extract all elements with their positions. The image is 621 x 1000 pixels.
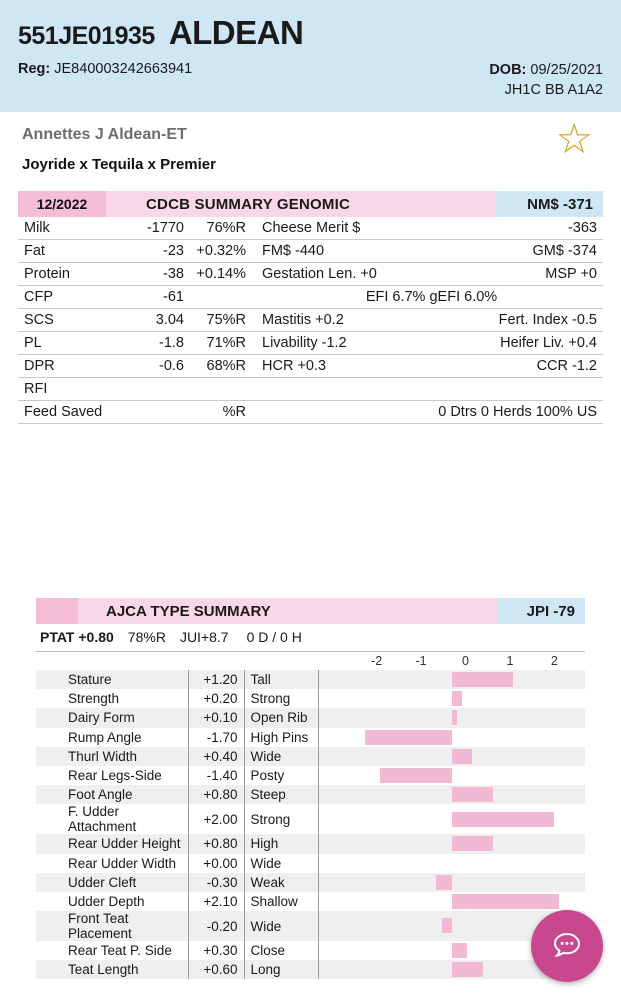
linear-trait-row <box>36 854 585 873</box>
trait-reliability: 71%R <box>186 332 260 355</box>
bull-code: 551JE01935 <box>18 22 155 50</box>
registration-number: JE840003242663941 <box>54 61 193 77</box>
table-row <box>18 263 603 286</box>
cdcb-date: 12/2022 <box>18 191 106 217</box>
linear-trait-name: Stature <box>68 672 112 688</box>
trait-mid <box>260 378 441 401</box>
jpi-badge: JPI -79 <box>497 598 585 624</box>
trait-right: CCR -1.2 <box>441 355 603 378</box>
jui-value: JUI+8.7 <box>179 629 229 645</box>
chat-bubble-icon[interactable] <box>531 910 603 982</box>
ptat-reliability: 78%R <box>127 629 166 645</box>
dob-line <box>489 61 603 81</box>
identity-block <box>0 112 621 173</box>
axis-tick-label: -1 <box>415 654 427 668</box>
trait-label: PL <box>18 332 114 355</box>
cdcb-summary-section <box>18 191 603 424</box>
linear-trait-descriptor: Strong <box>250 691 291 707</box>
trait-label: Protein <box>18 263 114 286</box>
linear-trait-name: Rear Legs-Side <box>68 768 162 784</box>
linear-trait-name: Strength <box>68 691 120 707</box>
registration-line <box>18 61 192 77</box>
linear-bar <box>452 836 493 851</box>
trait-reliability: %R <box>186 401 260 424</box>
trait-value <box>114 378 186 401</box>
linear-bar <box>452 894 560 909</box>
linear-bar <box>452 749 473 764</box>
linear-trait-name: Thurl Width <box>68 748 138 764</box>
linear-trait-value: +1.20 <box>188 670 244 689</box>
linear-trait-bar-cell <box>318 785 585 804</box>
ajca-type-summary-section <box>18 598 603 979</box>
linear-trait-row <box>36 834 585 853</box>
trait-mid: HCR +0.3 <box>260 355 441 378</box>
linear-trait-row <box>36 804 585 834</box>
linear-bar-track <box>319 834 586 853</box>
ajca-color-swatch <box>36 598 78 624</box>
linear-bar-track <box>319 708 586 727</box>
trait-right: -363 <box>441 217 603 240</box>
linear-trait-value: -1.40 <box>188 766 244 785</box>
trait-mid: Cheese Merit $ <box>260 217 441 240</box>
linear-bar-track <box>319 689 586 708</box>
trait-reliability: 68%R <box>186 355 260 378</box>
trait-reliability <box>186 286 260 309</box>
linear-trait-bar-cell <box>318 689 585 708</box>
pedigree-line: Joyride x Tequila x Premier <box>22 156 216 173</box>
linear-bar-track <box>319 873 586 892</box>
table-row <box>18 355 603 378</box>
linear-bar-track <box>319 854 586 873</box>
linear-trait-bar-cell <box>318 708 585 727</box>
linear-trait-name: Rear Udder Width <box>68 855 177 871</box>
trait-reliability: +0.32% <box>186 240 260 263</box>
trait-right: GM$ -374 <box>441 240 603 263</box>
linear-trait-name: Rear Udder Height <box>68 836 181 852</box>
trait-right <box>441 378 603 401</box>
trait-value: -1.8 <box>114 332 186 355</box>
daughters-herds: 0 D / 0 H <box>246 629 302 645</box>
linear-trait-value: +0.40 <box>188 747 244 766</box>
linear-bar-track <box>319 785 586 804</box>
linear-trait-descriptor: High Pins <box>250 729 309 745</box>
dob-block <box>489 61 603 100</box>
linear-bar-track <box>319 766 586 785</box>
linear-bar <box>452 962 483 977</box>
table-row <box>18 309 603 332</box>
table-row <box>18 286 603 309</box>
linear-trait-descriptor: Strong <box>250 811 291 827</box>
table-row <box>18 240 603 263</box>
linear-bar <box>365 730 452 745</box>
linear-trait-value: +0.30 <box>188 941 244 960</box>
linear-trait-descriptor: Close <box>250 943 286 959</box>
linear-trait-descriptor: Posty <box>250 768 285 784</box>
linear-trait-descriptor: High <box>250 836 279 852</box>
linear-trait-name: Udder Cleft <box>68 874 137 890</box>
linear-scale-axis <box>350 652 581 670</box>
linear-trait-bar-cell <box>318 804 585 834</box>
linear-trait-descriptor: Wide <box>250 748 282 764</box>
linear-trait-value: -1.70 <box>188 728 244 747</box>
linear-trait-value: +0.80 <box>188 785 244 804</box>
linear-trait-name: Foot Angle <box>68 787 133 803</box>
axis-tick-label: 2 <box>550 654 558 668</box>
trait-value: -61 <box>114 286 186 309</box>
ajca-title: AJCA TYPE SUMMARY <box>78 598 497 624</box>
axis-tick-label: -2 <box>371 654 383 668</box>
efi-line: EFI 6.7% gEFI 6.0% <box>260 286 603 309</box>
linear-bar <box>436 875 451 890</box>
trait-right: Heifer Liv. +0.4 <box>441 332 603 355</box>
linear-trait-name: Dairy Form <box>68 710 135 726</box>
trait-label: RFI <box>18 378 114 401</box>
trait-label: Feed Saved <box>18 401 114 424</box>
linear-bar-track <box>319 728 586 747</box>
linear-bar <box>452 812 555 827</box>
net-merit-badge: NM$ -371 <box>495 191 603 217</box>
linear-trait-name: Rump Angle <box>68 729 142 745</box>
linear-trait-descriptor: Tall <box>250 672 271 688</box>
table-row <box>18 332 603 355</box>
trait-label: DPR <box>18 355 114 378</box>
linear-trait-value: +2.10 <box>188 892 244 911</box>
table-row <box>18 217 603 240</box>
linear-trait-name: Front Teat Placement <box>68 911 132 942</box>
cdcb-title-row <box>18 191 603 217</box>
linear-bar-track <box>319 670 586 689</box>
table-row <box>18 378 603 401</box>
header-title-row <box>18 14 603 52</box>
trait-value <box>114 401 186 424</box>
trait-value: -0.6 <box>114 355 186 378</box>
linear-trait-descriptor: Wide <box>250 918 282 934</box>
linear-trait-row <box>36 689 585 708</box>
trait-mid: Gestation Len. +0 <box>260 263 441 286</box>
trait-label: SCS <box>18 309 114 332</box>
linear-bar <box>452 787 493 802</box>
linear-trait-bar-cell <box>318 854 585 873</box>
cdcb-traits-table <box>18 217 603 424</box>
linear-bar-track <box>319 747 586 766</box>
linear-trait-descriptor: Weak <box>250 874 285 890</box>
linear-bar <box>452 691 462 706</box>
linear-trait-name: Udder Depth <box>68 893 145 909</box>
linear-bar <box>442 918 452 933</box>
linear-traits-table <box>36 670 585 979</box>
linear-trait-row <box>36 708 585 727</box>
registered-name: Annettes J Aldean-ET <box>22 126 187 143</box>
trait-value: -23 <box>114 240 186 263</box>
star-icon: ☆ <box>555 115 593 162</box>
linear-trait-row <box>36 670 585 689</box>
trait-reliability: 76%R <box>186 217 260 240</box>
linear-trait-value: +0.10 <box>188 708 244 727</box>
linear-trait-descriptor: Wide <box>250 855 282 871</box>
dob-label: DOB: <box>489 62 527 78</box>
linear-trait-value: +0.80 <box>188 834 244 853</box>
linear-trait-row <box>36 892 585 911</box>
linear-trait-bar-cell <box>318 747 585 766</box>
linear-trait-value: +0.00 <box>188 854 244 873</box>
linear-trait-row <box>36 941 585 960</box>
linear-trait-row <box>36 911 585 941</box>
linear-trait-descriptor: Steep <box>250 787 286 803</box>
trait-value: -1770 <box>114 217 186 240</box>
linear-trait-name: Rear Teat P. Side <box>68 943 172 959</box>
linear-trait-descriptor: Shallow <box>250 893 298 909</box>
linear-trait-bar-cell <box>318 834 585 853</box>
ptat-line <box>36 624 585 652</box>
linear-trait-value: +0.20 <box>188 689 244 708</box>
linear-bar <box>380 768 452 783</box>
ptat-value: PTAT +0.80 <box>40 629 114 645</box>
linear-trait-bar-cell <box>318 670 585 689</box>
linear-trait-value: -0.20 <box>188 911 244 941</box>
linear-bar-track <box>319 810 586 829</box>
linear-trait-bar-cell <box>318 728 585 747</box>
trait-mid: Mastitis +0.2 <box>260 309 441 332</box>
animal-name: ALDEAN <box>168 14 304 51</box>
linear-trait-value: +0.60 <box>188 960 244 979</box>
linear-trait-value: +2.00 <box>188 804 244 834</box>
trait-reliability: 75%R <box>186 309 260 332</box>
linear-bar-track <box>319 892 586 911</box>
linear-trait-name: F. Udder Attachment <box>68 804 137 835</box>
trait-reliability: +0.14% <box>186 263 260 286</box>
linear-trait-descriptor: Long <box>250 962 281 978</box>
trait-label: Fat <box>18 240 114 263</box>
daughter-herd-summary: 0 Dtrs 0 Herds 100% US <box>260 401 603 424</box>
genetic-codes: JH1C BB A1A2 <box>504 81 603 98</box>
linear-trait-name: Teat Length <box>68 962 139 978</box>
table-row <box>18 401 603 424</box>
linear-trait-row <box>36 785 585 804</box>
registration-label: Reg: <box>18 61 51 77</box>
ajca-title-row <box>36 598 585 624</box>
trait-value: -38 <box>114 263 186 286</box>
trait-mid: FM$ -440 <box>260 240 441 263</box>
cdcb-title: CDCB SUMMARY GENOMIC <box>106 191 495 217</box>
trait-reliability <box>186 378 260 401</box>
linear-trait-bar-cell <box>318 766 585 785</box>
linear-bar <box>452 943 467 958</box>
header-detail-row <box>18 61 603 100</box>
linear-trait-row <box>36 873 585 892</box>
axis-tick-label: 0 <box>462 654 469 668</box>
trait-right: Fert. Index -0.5 <box>441 309 603 332</box>
linear-trait-row <box>36 747 585 766</box>
linear-trait-row <box>36 766 585 785</box>
trait-value: 3.04 <box>114 309 186 332</box>
linear-trait-row <box>36 960 585 979</box>
linear-trait-bar-cell <box>318 892 585 911</box>
linear-bar <box>452 672 514 687</box>
linear-trait-descriptor: Open Rib <box>250 710 308 726</box>
linear-trait-bar-cell <box>318 873 585 892</box>
trait-label: CFP <box>18 286 114 309</box>
page-header <box>0 0 621 112</box>
dob-value: 09/25/2021 <box>530 62 603 78</box>
axis-tick-label: 1 <box>506 654 514 668</box>
trait-right: MSP +0 <box>441 263 603 286</box>
trait-label: Milk <box>18 217 114 240</box>
linear-trait-value: -0.30 <box>188 873 244 892</box>
linear-trait-row <box>36 728 585 747</box>
trait-mid: Livability -1.2 <box>260 332 441 355</box>
linear-bar <box>452 710 457 725</box>
